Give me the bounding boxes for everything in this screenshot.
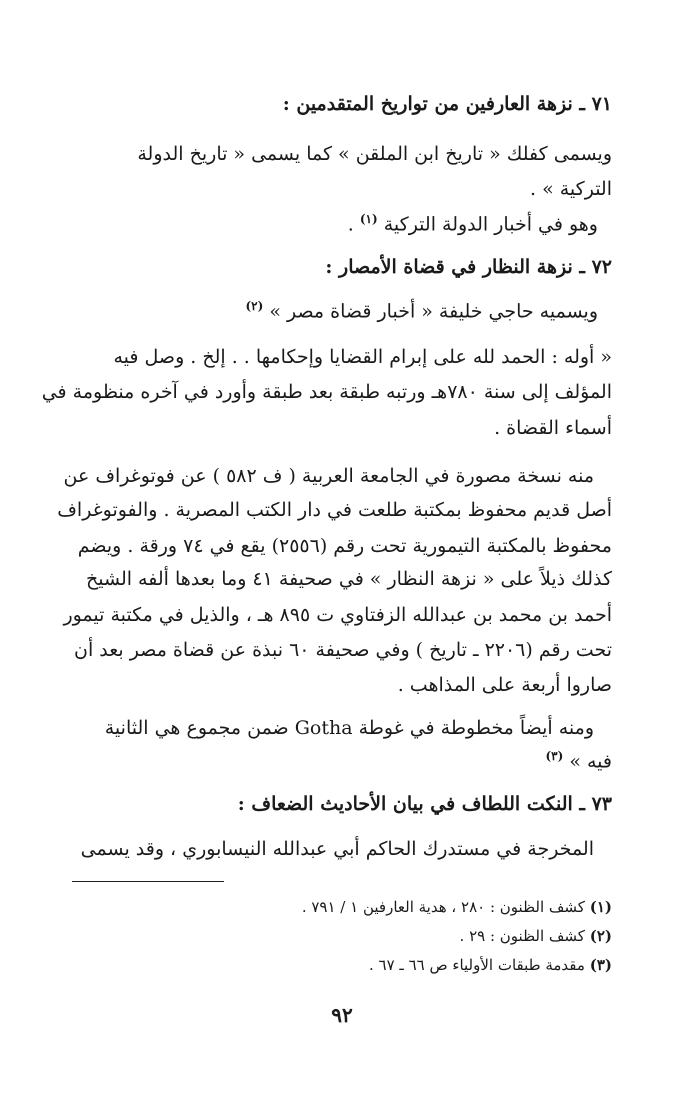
text-line [57,499,612,521]
text-line [78,535,612,557]
text-line [86,568,612,590]
section-heading [325,256,612,278]
line-text: كذلك ذيلاً على « نزهة النظار » في صحيفة ٤١ وما بعدها ألفه الشيخ [86,568,612,590]
line-text: أسماء القضاة . [494,417,612,439]
page-number: ٩٢ [331,1003,353,1027]
footnote-marker: (٣) [545,749,564,763]
footnote [460,927,612,945]
text-line [530,178,612,200]
footnote-separator [72,881,224,882]
text-line [114,346,613,368]
text-line [42,381,612,403]
text-line [63,465,594,487]
text-line [74,639,612,661]
line-text: ويسمى كفلك « تاريخ ابن الملقن » كما يسمى « تاريخ الدولة [137,143,612,165]
footnote-number: (١) [589,898,612,916]
text-line [398,674,612,696]
line-text: ويسميه حاجي خليفة « أخبار قضاة مصر » [269,300,598,323]
text-line [348,212,598,235]
line-text: « أوله : الحمد لله على إبرام القضايا وإحكامها . . إلخ . وصل فيه [113,346,612,368]
line-text: فيه » [569,750,612,773]
text-line [494,417,612,439]
line-text: صاروا أربعة على المذاهب . [397,674,612,696]
footnote-marker: (٢) [245,299,264,313]
line-text: أصل قديم محفوظ بمكتبة طلعت في دار الكتب المصرية . والفوتوغراف [57,499,612,521]
footnote-number: (٢) [589,927,612,945]
text-line [63,604,612,626]
line-tail: . [347,213,360,236]
text-line [105,717,594,739]
text-line [245,299,598,322]
text-line [137,143,612,165]
line-text: ٧٣ ـ النكت اللطاف في بيان الأحاديث الضعاف : [237,793,612,815]
footnote-number: (٣) [589,956,612,974]
text-line [545,749,612,772]
line-text: أحمد بن محمد بن عبدالله الزفتاوي ت ٨٩٥ هـ ، والذيل في مكتبة تيمور [63,604,612,626]
footnote [369,956,612,974]
footnote [302,898,612,916]
footnote-text: مقدمة طبقات الأولياء ص ٦٦ ـ ٦٧ . [368,956,585,974]
line-text: ومنه أيضاً مخطوطة في غوطة Gotha ضمن مجموع هي الثانية [104,717,594,739]
line-text: التركية » . [530,178,612,200]
footnote-text: كشف الظنون : ٢٩ . [459,927,585,945]
section-heading [238,793,612,815]
line-text: منه نسخة مصورة في الجامعة العربية ( ف ٥٨٢ ) عن فوتوغراف عن [63,465,594,487]
line-text: المؤلف إلى سنة ٧٨٠هـ ورتبه طبقة بعد طبقة وأورد في آخره منظومة في [41,381,612,403]
line-text: المخرجة في مستدرك الحاكم أبي عبدالله النيسابوري ، وقد يسمى [80,838,594,860]
footnote-text: كشف الظنون : ٢٨٠ ، هدية العارفين ١ / ٧٩١ . [301,898,585,916]
line-text: ٧٢ ـ نزهة النظار في قضاة الأمصار : [325,256,612,278]
footnote-marker: (١) [359,212,378,226]
section-heading [283,93,612,115]
line-text: وهو في أخبار الدولة التركية [383,213,598,236]
line-text: ٧١ ـ نزهة العارفين من تواريخ المتقدمين : [282,93,612,115]
line-text: تحت رقم (٢٢٠٦ ـ تاريخ ) وفي صحيفة ٦٠ نبذة عن قضاة مصر بعد أن [74,639,612,661]
line-text: محفوظ بالمكتبة التيمورية تحت رقم (٢٥٥٦) يقع في ٧٤ ورقة . ويضم [77,535,612,557]
text-line [81,838,594,860]
